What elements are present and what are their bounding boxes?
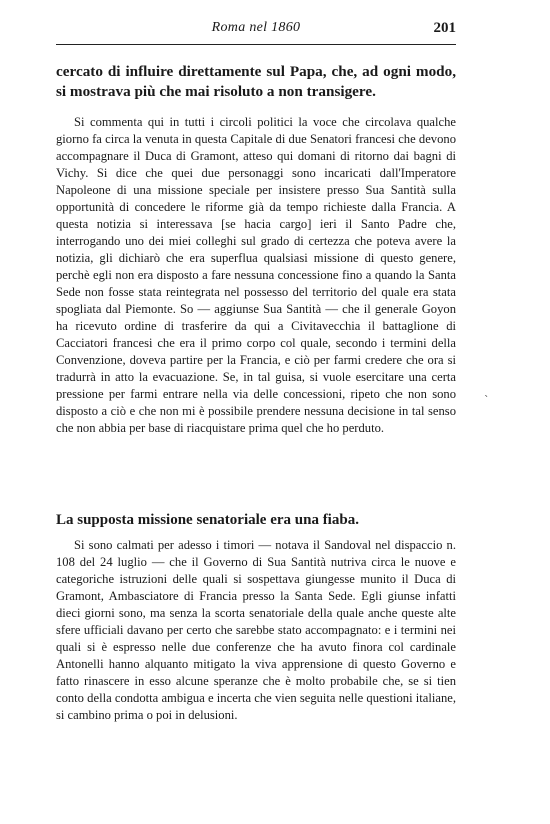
paragraph-calmati: Si sono calmati per adesso i timori — notava il Sandoval nel dispaccio n. 108 del 24 luglio — che il Governo di Sua Santità nutriva circa le nuove e categoriche istruzioni delle quali si sospettava giungesse munito il Duca di Gramont, Ambasciatore di Francia presso la Santa Sede. Egli giunse infatti dieci giorni sono, ma senza la scorta senatoriale della quale anche queste alte sfere ufficiali davano per certo che sarebbe stato accompagnato: e i termini nei quali si è espresso nelle due conferenze che ha avuto finora col cardinale Antonelli hanno alquanto mitigato la viva apprensione di questo Governo e fatto rinascere in esso alcune speranze che è molto probabile che, se si tien conto della condotta ambigua e incerta che vien seguita nelle questioni italiane, si cambino prima o poi in delusioni. [56,538,456,722]
paragraph-commenta: Si commenta qui in tutti i circoli politici la voce che circolava qualche giorno fa circa la venuta in questa Capitale di due Senatori francesi che devono accompagnare il Duca di Gramont, atteso qui domani di ritorno dai bagni di Vichy. Si dice che quei due personaggi sono incaricati dall'Imperatore Napoleone di una missione speciale per insistere presso Sua Santità sulla opportunità di concedere le riforme già da tempo richieste dalla Francia. A questa notizia si interessava [se hacia cargo] ieri il Santo Padre che, interrogando uno dei miei colleghi sul grado di certezza che poteva avere la notizia, gli dichiarò che era superflua qualsiasi missione di questo genere, perchè egli non era disposto a fare nessuna concessione fino a quando la Santa Sede non fosse stata reintegrata nel possesso del territorio del quale era stata spogliata dal Piemonte. So — aggiunse Sua Santità — che il generale Goyon ha ricevuto ordine di trasferire da qui a Civitavecchia il battaglione di Cacciatori francesi che era il primo corpo col quale, secondo i termini della Convenzione, doveva partire per la Francia, e ciò per farmi credere che ora si tradurrà in atto la evacuazione. Se, in tal guisa, si vuole esercitare una certa pressione per farmi entrare nella via delle concessioni, ripeto che non sono disposto a ciò e che non mi è possibile prendere nessuna decisione in tal senso che non abbia per base di riacquistare prima quel che ho perduto. [56,115,456,435]
lead-paragraph: cercato di influire direttamente sul Papa, che, ad ogni modo, si mostrava più che mai risoluto a non transigere. [56,63,456,100]
section-heading: La supposta missione senatoriale era una fiaba. [56,512,359,528]
running-title: Roma nel 1860 [211,20,301,35]
margin-mark: ` [484,394,490,407]
running-head [56,20,456,42]
header-rule [56,44,456,45]
page-number: 201 [433,20,456,36]
